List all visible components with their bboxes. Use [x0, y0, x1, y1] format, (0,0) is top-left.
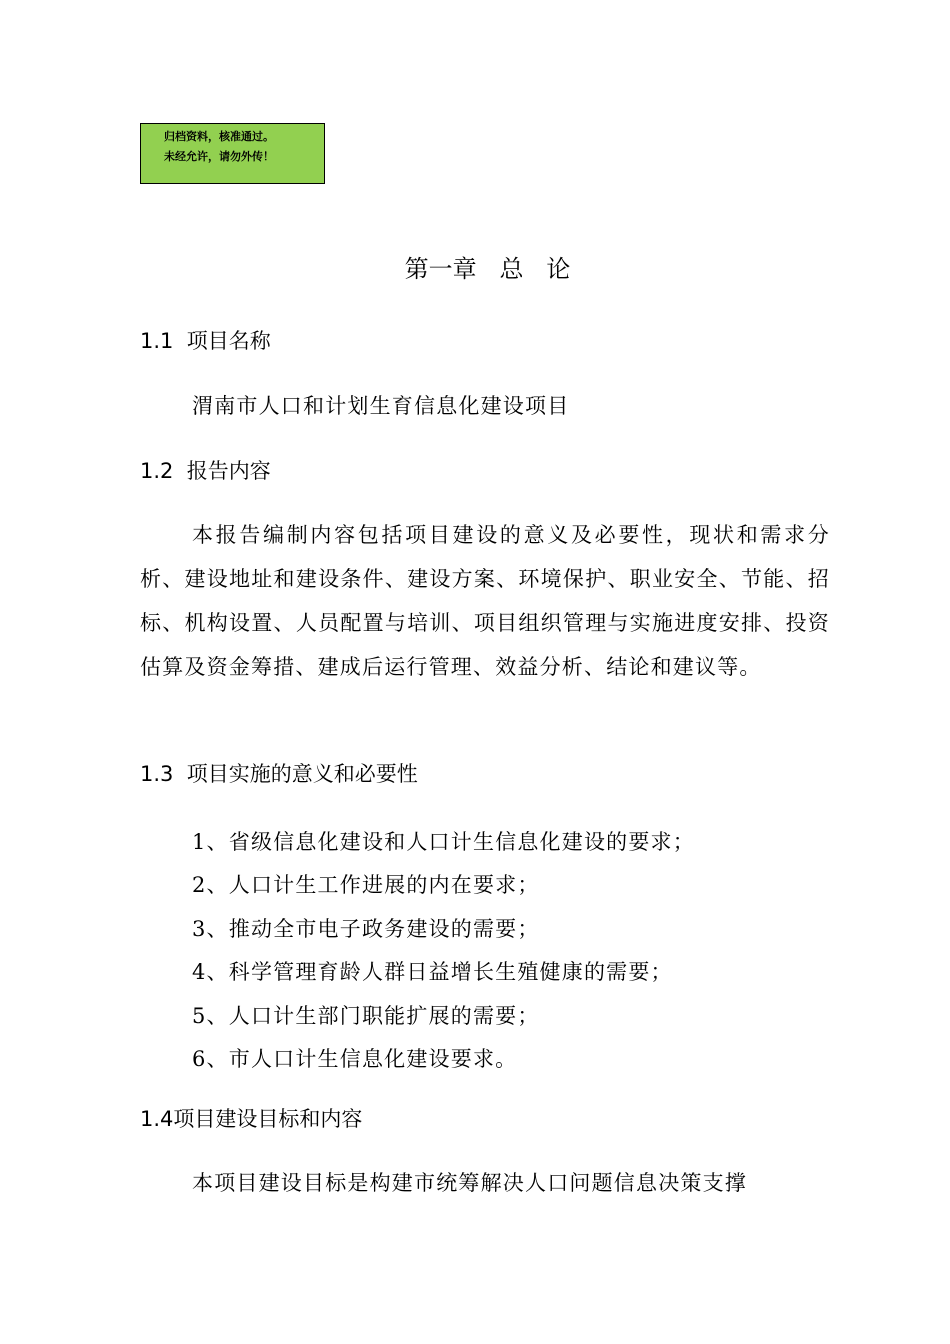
- necessity-list: [192, 821, 695, 1081]
- list-item: 4、科学管理育龄人群日益增长生殖健康的需要；: [192, 960, 673, 985]
- project-goal-paragraph: 本项目建设目标是构建市统筹解决人口问题信息决策支撑: [192, 1171, 747, 1195]
- list-item: 1、省级信息化建设和人口计生信息化建设的要求；: [192, 830, 695, 854]
- chapter-title: 第一章 总 论: [404, 255, 571, 283]
- list-item: 6、市人口计生信息化建设要求。: [192, 1047, 518, 1072]
- section-heading-1-1: 1.1 项目名称: [140, 329, 271, 353]
- list-item: 2、人口计生工作进展的内在要求；: [192, 873, 540, 898]
- report-content-paragraph: 本报告编制内容包括项目建设的意义及必要性，现状和需求分析、建设地址和建设条件、建设方案、环境保护、职业安全、节能、招标、机构设置、人员配置与培训、项目组织管理与实施进度安排、投资估算及资金筹措、建成后运行管理、效益分析、结论和建议等。: [140, 523, 830, 679]
- section-heading-1-3: 1.3 项目实施的意义和必要性: [140, 762, 418, 786]
- section-heading-1-4: 1.4项目建设目标和内容: [140, 1107, 363, 1131]
- archive-stamp: [140, 123, 325, 184]
- stamp-line-2: 未经允许，请勿外传！: [164, 150, 274, 163]
- list-item: 5、人口计生部门职能扩展的需要；: [192, 1003, 540, 1028]
- section-heading-1-2: 1.2 报告内容: [140, 459, 271, 483]
- stamp-line-1: 归档资料，核准通过。: [164, 130, 274, 143]
- project-name-text: 渭南市人口和计划生育信息化建设项目: [192, 394, 570, 418]
- list-item: 3、推动全市电子政务建设的需要；: [192, 916, 540, 941]
